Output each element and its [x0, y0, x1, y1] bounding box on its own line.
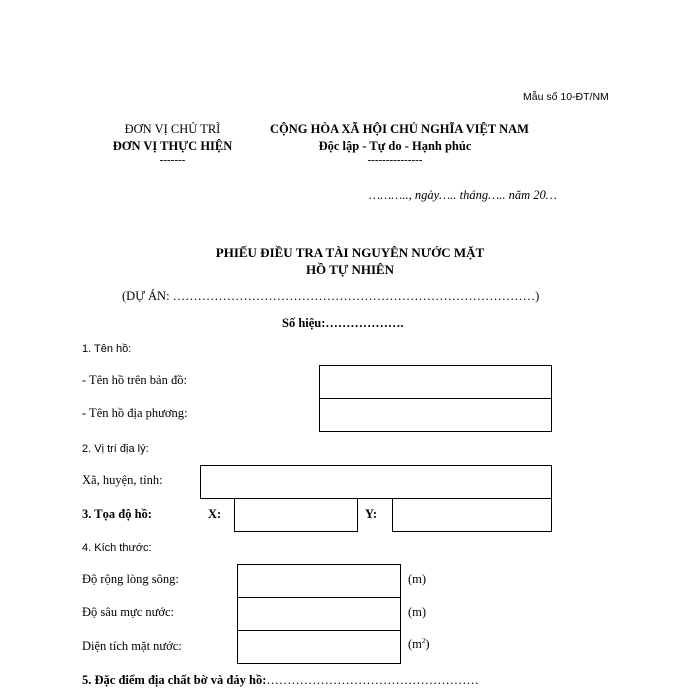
- area-unit-superscript: 2: [421, 637, 426, 645]
- nation-line-2: Độc lập - Tự do - Hạnh phúc: [318, 139, 472, 153]
- x-coordinate-field[interactable]: [234, 498, 358, 532]
- y-coordinate-field[interactable]: [392, 498, 552, 532]
- date-line: ……….., ngày….. tháng….. năm 20…: [369, 188, 557, 202]
- org-rule: -------: [159, 154, 186, 166]
- area-unit: [408, 637, 430, 652]
- serial-line: Số hiệu:……………….: [282, 316, 404, 330]
- form-code: Mẫu số 10-ĐT/NM: [523, 91, 609, 103]
- commune-field[interactable]: [200, 465, 552, 499]
- map-name-field[interactable]: [319, 365, 552, 399]
- section-2-heading: 2. Vị trí địa lý:: [82, 443, 149, 455]
- area-field[interactable]: [237, 630, 401, 664]
- commune-label: Xã, huyện, tỉnh:: [82, 473, 163, 487]
- depth-field[interactable]: [237, 597, 401, 631]
- local-name-label: - Tên hồ địa phương:: [82, 406, 188, 420]
- width-field[interactable]: [237, 564, 401, 598]
- area-unit-close: ): [425, 637, 430, 652]
- project-line: (DỰ ÁN: ……………………………………………………………………………): [122, 289, 540, 303]
- width-label: Độ rộng lòng sông:: [82, 572, 179, 586]
- section-1-heading: 1. Tên hồ:: [82, 343, 132, 355]
- y-label: Y:: [365, 507, 378, 521]
- form-subtitle: HỒ TỰ NHIÊN: [305, 262, 395, 277]
- x-label: X:: [208, 507, 222, 521]
- depth-unit: (m): [408, 605, 427, 619]
- local-name-field[interactable]: [319, 398, 552, 432]
- depth-label: Độ sâu mực nước:: [82, 605, 175, 619]
- form-title: PHIẾU ĐIỀU TRA TÀI NGUYÊN NƯỚC MẶT: [215, 245, 485, 260]
- section-4-heading: 4. Kích thước:: [82, 542, 152, 554]
- org-line-2: ĐƠN VỊ THỰC HIỆN: [112, 139, 233, 153]
- section-3-heading: 3. Tọa độ hồ:: [82, 507, 152, 521]
- org-line-1: ĐƠN VỊ CHỦ TRÌ: [124, 122, 221, 136]
- map-name-label: - Tên hồ trên bản đồ:: [82, 373, 187, 387]
- section-5-dots: ……………………………………………: [266, 673, 479, 687]
- width-unit: (m): [408, 572, 427, 586]
- area-label: Diện tích mặt nước:: [82, 639, 182, 653]
- section-5-heading: 5. Đặc điểm địa chất bờ và đáy hồ:: [82, 673, 267, 687]
- section-5-line: [82, 673, 479, 688]
- nation-rule: ---------------: [367, 154, 423, 166]
- nation-line-1: CỘNG HÒA XÃ HỘI CHỦ NGHĨA VIỆT NAM: [270, 122, 529, 136]
- area-unit-open: (m: [408, 637, 422, 652]
